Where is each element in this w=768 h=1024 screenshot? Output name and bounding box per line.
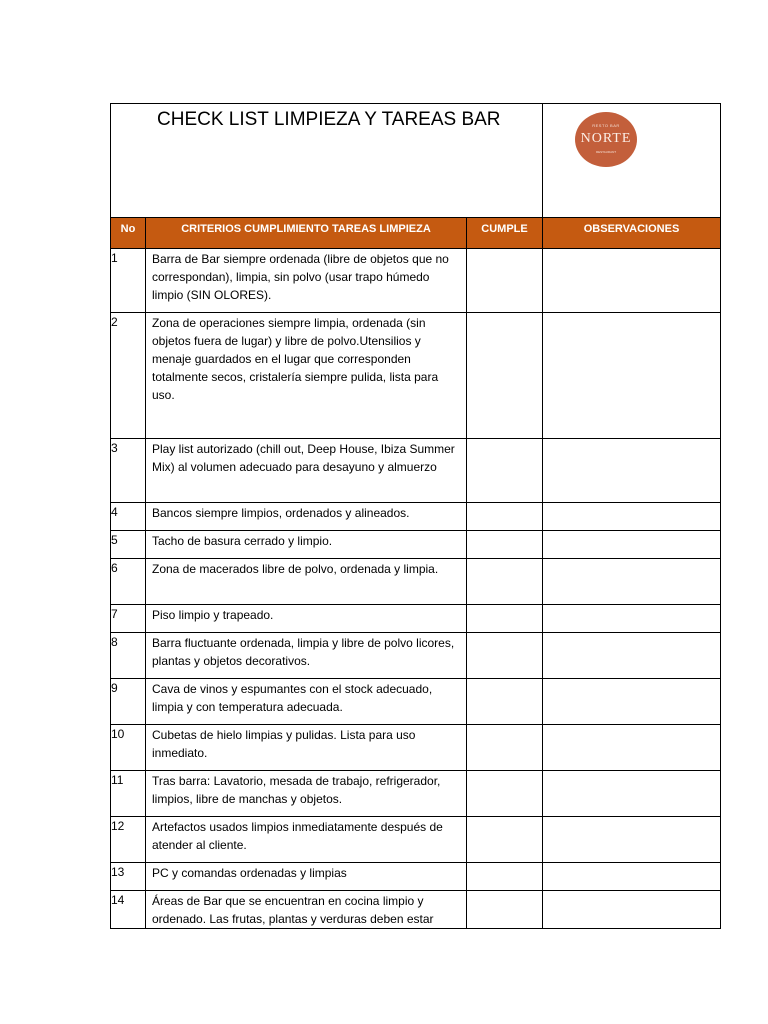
row-number: 6 xyxy=(111,559,146,605)
criteria-cell xyxy=(146,771,467,817)
table-row xyxy=(111,771,721,817)
cumple-cell[interactable] xyxy=(467,605,543,633)
table-row xyxy=(111,863,721,891)
observaciones-cell[interactable] xyxy=(543,439,721,503)
table-row xyxy=(111,249,721,313)
cumple-cell[interactable] xyxy=(467,725,543,771)
table-row xyxy=(111,439,721,503)
table-row xyxy=(111,891,721,929)
criteria-cell xyxy=(146,559,467,605)
criteria-text: Áreas de Bar que se encuentran en cocina limpio y ordenado. Las frutas, plantas y verduras deben estar xyxy=(152,894,434,926)
criteria-cell xyxy=(146,313,467,439)
table-row xyxy=(111,605,721,633)
row-number: 3 xyxy=(111,439,146,503)
criteria-text: Bancos siempre limpios, ordenados y alineados. xyxy=(152,506,410,520)
criteria-cell xyxy=(146,531,467,559)
cumple-cell[interactable] xyxy=(467,863,543,891)
row-number: 1 xyxy=(111,249,146,313)
criteria-text: Zona de operaciones siempre limpia, ordenada (sin objetos fuera de lugar) y libre de polvo.Utensilios y menaje guardados en el lugar que corresponden totalmente secos, cristalería siempre pulida, lista para uso. xyxy=(152,316,439,402)
observaciones-cell[interactable] xyxy=(543,531,721,559)
criteria-text: Piso limpio y trapeado. xyxy=(152,608,274,622)
observaciones-cell[interactable] xyxy=(543,817,721,863)
logo-bottom-text: RESTAURANT xyxy=(595,150,617,154)
row-number: 9 xyxy=(111,679,146,725)
cumple-cell[interactable] xyxy=(467,817,543,863)
row-number: 13 xyxy=(111,863,146,891)
header-observaciones: OBSERVACIONES xyxy=(543,218,721,249)
observaciones-cell[interactable] xyxy=(543,605,721,633)
cumple-cell[interactable] xyxy=(467,531,543,559)
cumple-cell[interactable] xyxy=(467,313,543,439)
cumple-cell[interactable] xyxy=(467,439,543,503)
cumple-cell[interactable] xyxy=(467,249,543,313)
table-row xyxy=(111,531,721,559)
observaciones-cell[interactable] xyxy=(543,559,721,605)
observaciones-cell[interactable] xyxy=(543,249,721,313)
title-cell xyxy=(111,104,543,218)
cumple-cell[interactable] xyxy=(467,679,543,725)
criteria-text: PC y comandas ordenadas y limpias xyxy=(152,866,347,880)
observaciones-cell[interactable] xyxy=(543,771,721,817)
criteria-cell xyxy=(146,249,467,313)
criteria-cell xyxy=(146,605,467,633)
cumple-cell[interactable] xyxy=(467,891,543,929)
table-row xyxy=(111,559,721,605)
observaciones-cell[interactable] xyxy=(543,725,721,771)
criteria-cell xyxy=(146,439,467,503)
table-row xyxy=(111,633,721,679)
table-row xyxy=(111,725,721,771)
criteria-text: Barra fluctuante ordenada, limpia y libre de polvo licores, plantas y objetos decorativos. xyxy=(152,636,455,668)
table-row xyxy=(111,503,721,531)
row-number: 5 xyxy=(111,531,146,559)
logo-top-text: RESTO BAR xyxy=(592,123,620,128)
table-header-row xyxy=(111,218,721,249)
criteria-text: Barra de Bar siempre ordenada (libre de objetos que no correspondan), limpia, sin polvo (usar trapo húmedo limpio (SIN OLORES). xyxy=(152,252,449,302)
row-number: 10 xyxy=(111,725,146,771)
criteria-text: Play list autorizado (chill out, Deep House, Ibiza Summer Mix) al volumen adecuado para desayuno y almuerzo xyxy=(152,442,455,474)
criteria-text: Tacho de basura cerrado y limpio. xyxy=(152,534,333,548)
criteria-text: Artefactos usados limpios inmediatamente después de atender al cliente. xyxy=(152,820,443,852)
logo-name: NORTE xyxy=(580,131,632,146)
row-number: 2 xyxy=(111,313,146,439)
checklist-table xyxy=(110,103,721,929)
title-row xyxy=(111,104,721,218)
table-row xyxy=(111,679,721,725)
criteria-cell xyxy=(146,725,467,771)
table-row xyxy=(111,313,721,439)
cumple-cell[interactable] xyxy=(467,559,543,605)
row-number: 4 xyxy=(111,503,146,531)
criteria-cell xyxy=(146,503,467,531)
criteria-cell xyxy=(146,633,467,679)
observaciones-cell[interactable] xyxy=(543,633,721,679)
observaciones-cell[interactable] xyxy=(543,891,721,929)
criteria-cell xyxy=(146,863,467,891)
cumple-cell[interactable] xyxy=(467,503,543,531)
criteria-text: Cava de vinos y espumantes con el stock adecuado, limpia y con temperatura adecuada. xyxy=(152,682,433,714)
observaciones-cell[interactable] xyxy=(543,679,721,725)
observaciones-cell[interactable] xyxy=(543,863,721,891)
header-no: No xyxy=(111,218,146,249)
observaciones-cell[interactable] xyxy=(543,503,721,531)
row-number: 12 xyxy=(111,817,146,863)
criteria-cell xyxy=(146,679,467,725)
row-number: 11 xyxy=(111,771,146,817)
criteria-cell xyxy=(146,891,467,929)
criteria-text: Cubetas de hielo limpias y pulidas. Lista para uso inmediato. xyxy=(152,728,416,760)
observaciones-cell[interactable] xyxy=(543,313,721,439)
cumple-cell[interactable] xyxy=(467,771,543,817)
logo-cell xyxy=(543,104,721,218)
cumple-cell[interactable] xyxy=(467,633,543,679)
row-number: 14 xyxy=(111,891,146,929)
norte-logo xyxy=(575,112,637,167)
row-number: 7 xyxy=(111,605,146,633)
row-number: 8 xyxy=(111,633,146,679)
header-criteria: CRITERIOS CUMPLIMIENTO TAREAS LIMPIEZA xyxy=(146,218,467,249)
criteria-text: Tras barra: Lavatorio, mesada de trabajo, refrigerador, limpios, libre de manchas y objetos. xyxy=(152,774,441,806)
criteria-cell xyxy=(146,817,467,863)
header-cumple: CUMPLE xyxy=(467,218,543,249)
criteria-text: Zona de macerados libre de polvo, ordenada y limpia. xyxy=(152,562,439,576)
table-row xyxy=(111,817,721,863)
document-title: CHECK LIST LIMPIEZA Y TAREAS BAR xyxy=(157,109,501,130)
